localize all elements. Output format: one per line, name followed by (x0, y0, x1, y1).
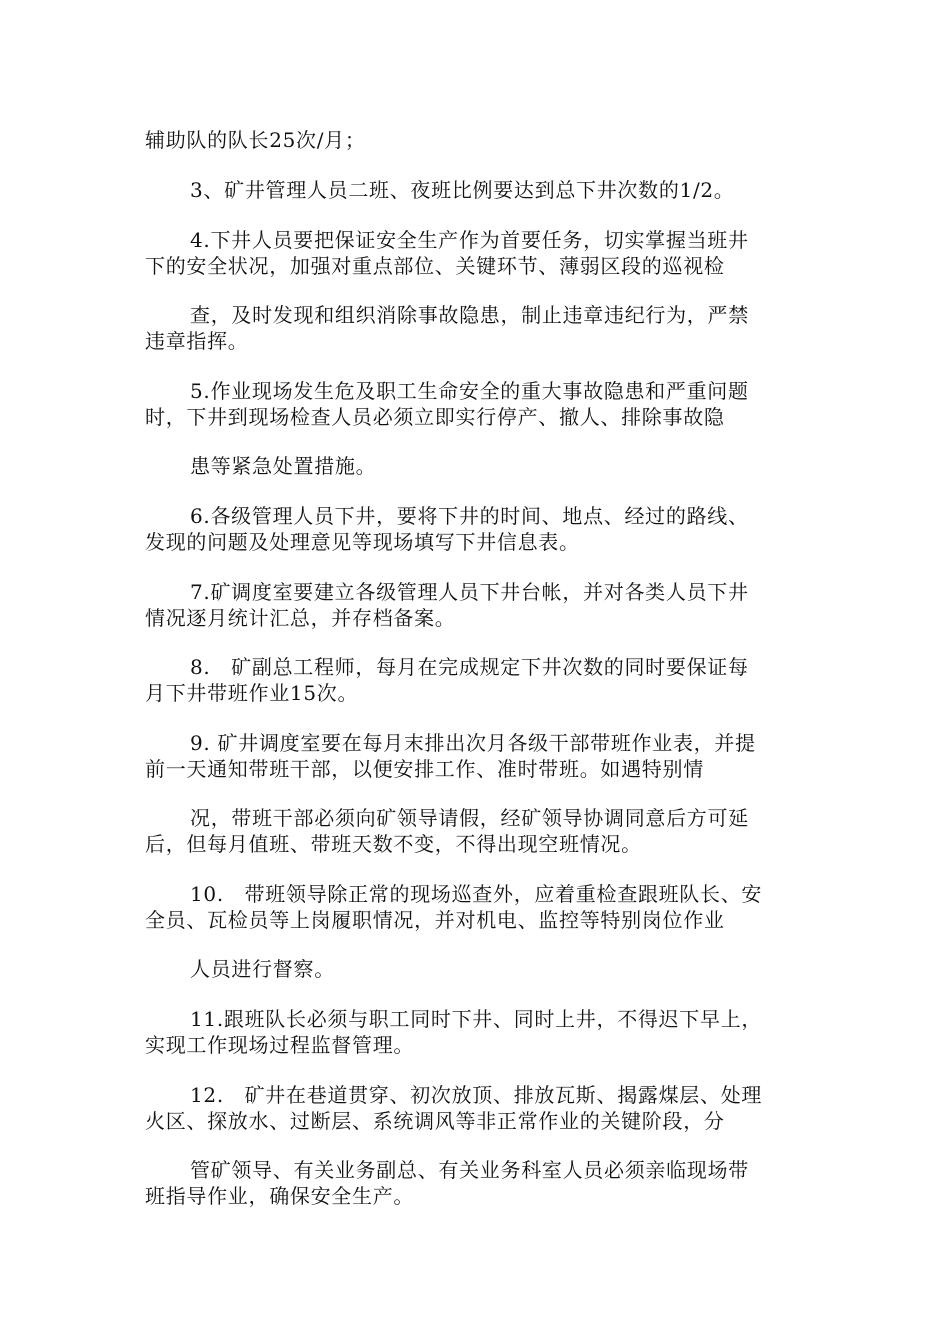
text-line: 患等紧急处置措施。 (190, 454, 377, 478)
text-line: 11.跟班队长必须与职工同时下井、同时上井，不得迟下早上， (190, 1007, 763, 1031)
text-line: 12. 矿井在巷道贯穿、初次放顶、排放瓦斯、揭露煤层、处理 (190, 1083, 763, 1107)
text-line: 时，下井到现场检查人员必须立即实行停产、撤人、排除事故隐 (145, 405, 725, 429)
text-line: 4.下井人员要把保证安全生产作为首要任务，切实掌握当班井 (190, 228, 749, 252)
text-line: 月下井带班作业15次。 (145, 681, 359, 705)
text-line: 班指导作业，确保安全生产。 (145, 1184, 415, 1208)
text-line: 管矿领导、有关业务副总、有关业务科室人员必须亲临现场带 (190, 1158, 749, 1182)
text-line: 7.矿调度室要建立各级管理人员下井台帐，并对各类人员下井 (190, 580, 749, 604)
text-line: 5.作业现场发生危及职工生命安全的重大事故隐患和严重问题 (190, 379, 749, 403)
text-line: 后，但每月值班、带班天数不变，不得出现空班情况。 (145, 832, 642, 856)
text-line: 况，带班干部必须向矿领导请假，经矿领导协调同意后方可延 (190, 806, 749, 830)
text-line: 发现的问题及处理意见等现场填写下井信息表。 (145, 530, 580, 554)
text-line: 全员、瓦检员等上岗履职情况，并对机电、监控等特别岗位作业 (145, 908, 725, 932)
text-line: 8. 矿副总工程师，每月在完成规定下井次数的同时要保证每 (190, 655, 749, 679)
text-line: 10. 带班领导除正常的现场巡查外，应着重检查跟班队长、安 (190, 882, 763, 906)
text-line: 火区、探放水、过断层、系统调风等非正常作业的关键阶段，分 (145, 1109, 725, 1133)
text-line: 6.各级管理人员下井，要将下井的时间、地点、经过的路线、 (190, 504, 749, 528)
text-line: 辅助队的队长25次/月； (145, 128, 366, 152)
text-line: 人员进行督察。 (190, 957, 335, 981)
text-line: 前一天通知带班干部，以便安排工作、准时带班。如遇特别情 (145, 757, 704, 781)
text-line: 违章指挥。 (145, 329, 249, 353)
text-line: 3、矿井管理人员二班、夜班比例要达到总下井次数的1/2。 (190, 178, 735, 202)
text-line: 查，及时发现和组织消除事故隐患，制止违章违纪行为，严禁 (190, 303, 749, 327)
text-line: 下的安全状况，加强对重点部位、关键环节、薄弱区段的巡视检 (145, 254, 725, 278)
text-line: 实现工作现场过程监督管理。 (145, 1033, 415, 1057)
text-line: 9. 矿井调度室要在每月末排出次月各级干部带班作业表，并提 (190, 731, 756, 755)
text-line: 情况逐月统计汇总，并存档备案。 (145, 606, 456, 630)
